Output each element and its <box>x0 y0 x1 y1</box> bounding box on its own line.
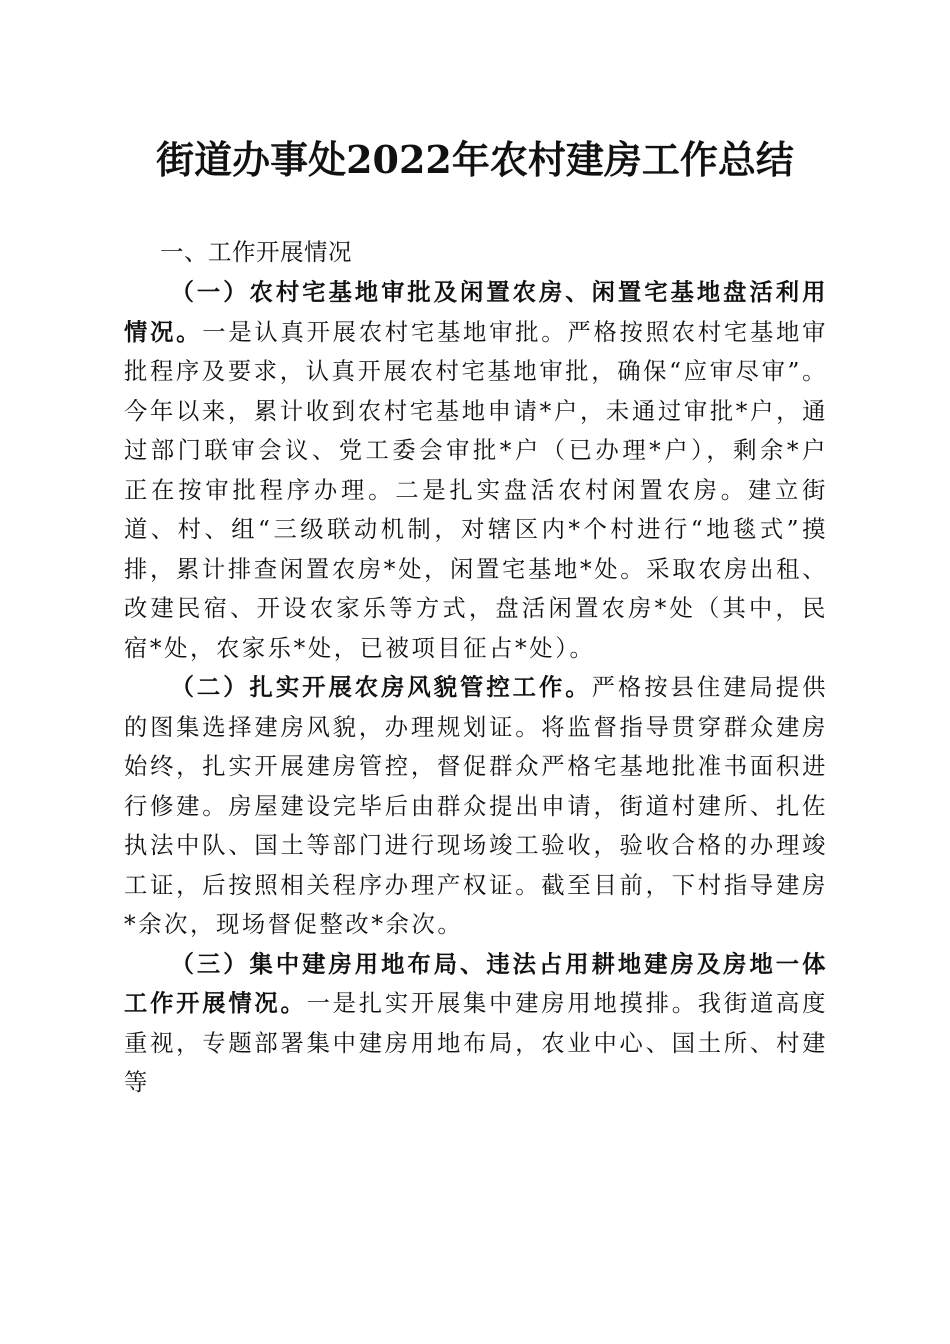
document-title: 街道办事处2022年农村建房工作总结 <box>156 137 794 182</box>
paragraph-text: 严格按县住建局提供的图集选择建房风貌，办理规划证。将监督指导贯穿群众建房始终，扎实开展建房管控，督促群众严格宅基地批准书面积进行修建。房屋建设完毕后由群众提出申请，街道村建所、扎佐执法中队、国土等部门进行现场竣工验收，验收合格的办理竣工证，后按照相关程序办理产权证。截至目前，下村指导建房*余次，现场督促整改*余次。 <box>124 674 828 938</box>
paragraph-style-control <box>124 668 828 945</box>
paragraph-homestead-approval <box>124 273 828 668</box>
paragraph-land-layout <box>124 945 828 1103</box>
paragraph-text: 一是认真开展农村宅基地审批。严格按照农村宅基地审批程序及要求，认真开展农村宅基地审批，确保“应审尽审”。今年以来，累计收到农村宅基地申请*户，未通过审批*户，通过部门联审会议、党工委会审批*户（已办理*户），剩余*户正在按审批程序办理。二是扎实盘活农村闲置农房。建立街道、村、组“三级联动机制，对辖区内*个村进行“地毯式”摸排，累计排查闲置农房*处，闲置宅基地*处。采取农房出租、改建民宿、开设农家乐等方式，盘活闲置农房*处（其中，民宿*处，农家乐*处，已被项目征占*处）。 <box>124 318 828 662</box>
paragraph-lead: （三）集中建房用地布局、违法占用耕地建房及房地一体工作开展情况。 <box>124 950 828 1017</box>
section-heading: 一、工作开展情况 <box>160 238 352 266</box>
paragraph-text: 一是扎实开展集中建房用地摸排。我街道高度重视，专题部署集中建房用地布局，农业中心、国土所、村建等 <box>124 990 829 1096</box>
paragraph-lead: （二）扎实开展农房风貌管控工作。 <box>170 674 592 701</box>
paragraph-lead: （一）农村宅基地审批及闲置农房、闲置宅基地盘活利用情况。 <box>124 279 828 346</box>
document-body <box>124 231 828 1103</box>
